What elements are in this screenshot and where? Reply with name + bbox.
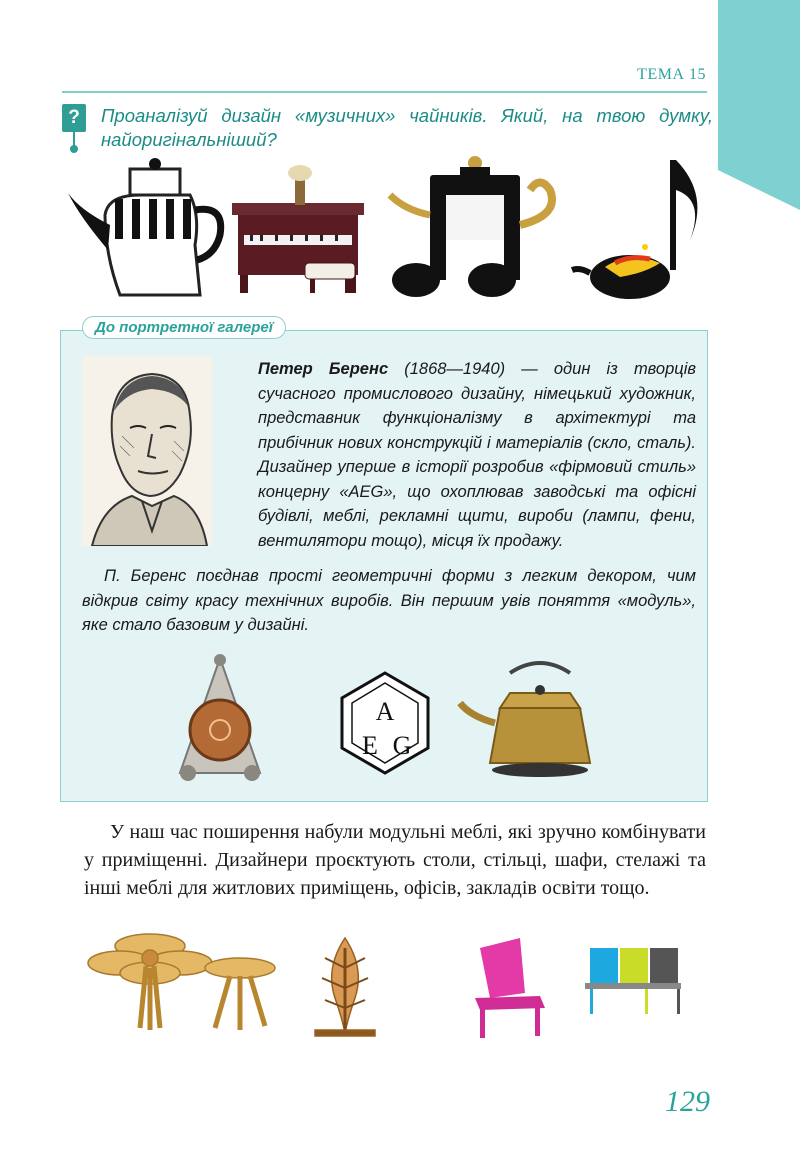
question-mark-icon: ? xyxy=(62,104,86,132)
header-divider xyxy=(62,91,707,93)
behrens-designs-illustration xyxy=(160,648,610,788)
puzzle-chairs-image xyxy=(475,938,681,1038)
brass-kettle-image xyxy=(460,663,590,777)
page-number: 129 xyxy=(665,1085,710,1118)
piano-figurine-teapot-image xyxy=(232,165,364,293)
gallery-label: До портретної галереї xyxy=(82,316,286,339)
aeg-letter-g: G xyxy=(392,731,412,760)
topic-label: ТЕМА 15 xyxy=(637,66,706,83)
musical-teapots-illustration xyxy=(60,155,720,305)
modular-furniture-illustration xyxy=(80,918,720,1038)
triangular-fan-image xyxy=(180,654,260,781)
music-note-teapot-image xyxy=(390,156,552,297)
behrens-name: Петер Беренс xyxy=(258,360,389,378)
body-paragraph: У наш час поширення набули модульні меблі, які зручно комбінувати у приміщенні. Дизайнери проєктують столи, стільці, шафи, стелажі та інші меблі для житлових приміщень, офісів, закладів освіти тощо. xyxy=(84,821,706,899)
leaf-shelf-image xyxy=(315,938,375,1036)
corner-tab xyxy=(718,0,800,210)
behrens-contribution-text: П. Беренс поєднав прості геометричні форми з легким декором, чим відкрив світу красу технічних виробів. Він першим увів поняття «модуль», яке стало базовим у дизайні. xyxy=(82,567,696,634)
question-text: Проаналізуй дизайн «музичних» чайників. Який, на твою думку, найоригінальніший? xyxy=(101,105,713,150)
aeg-letter-a: A xyxy=(375,697,395,726)
piano-teapot-image xyxy=(68,158,221,295)
peter-behrens-portrait xyxy=(82,356,212,546)
behrens-biography xyxy=(258,357,696,553)
behrens-bio-text: (1868—1940) — один із творців сучасного промислового дизайну, німецький художник, представник функціоналізму в архітектурі та прибічник нових конструкцій і матеріалів (скло, сталь). Дизайнер уперше в історії розробив «фірмовий стиль» концерну «AEG», що охоплював заводські та офісні будівлі, меблі, рекламні щити, вироби (лампи, фени, вентилятори тощо), місця їх продажу. xyxy=(258,360,697,550)
flower-table-image xyxy=(88,934,275,1030)
aeg-letter-e: E xyxy=(362,731,378,760)
question-icon-dot xyxy=(70,145,78,153)
single-note-teapot-image xyxy=(572,160,697,299)
aeg-logo xyxy=(342,673,428,773)
